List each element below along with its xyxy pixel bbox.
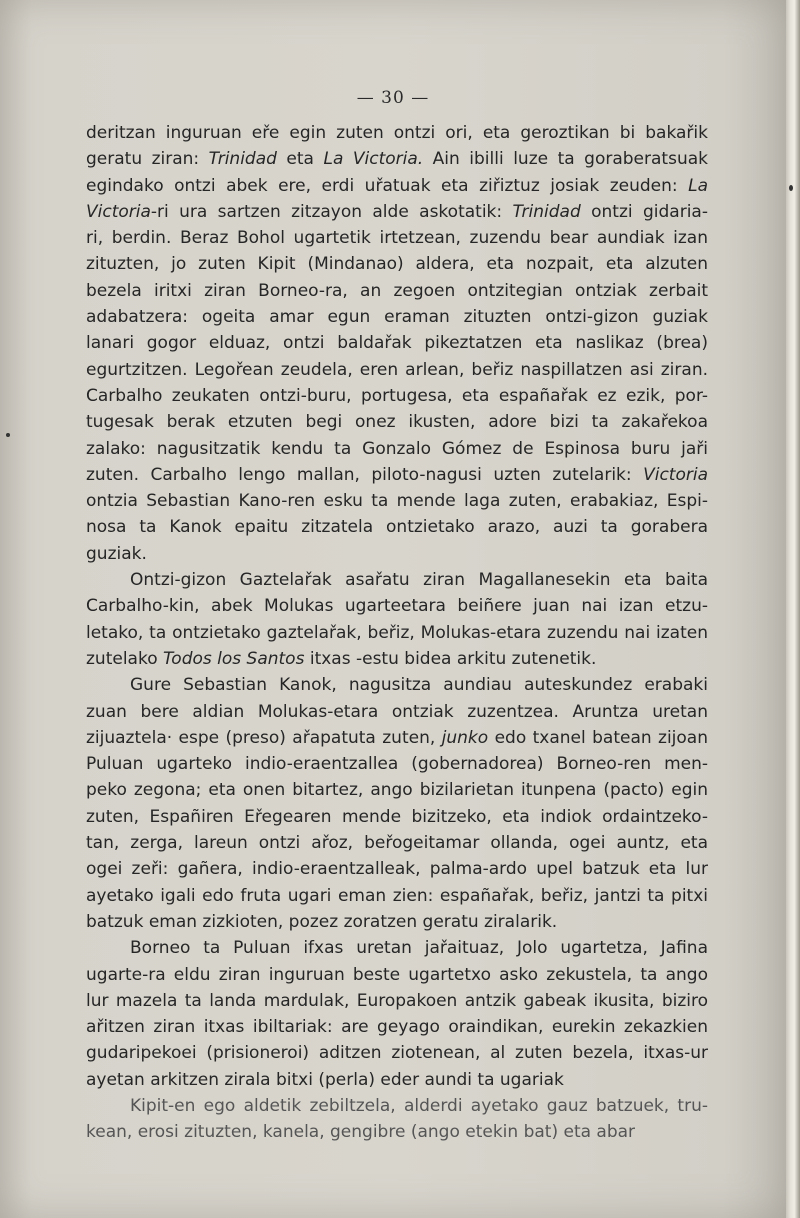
italic-text: Todos los Santos (163, 648, 305, 669)
text-line (86, 383, 708, 409)
ink-speck (6, 433, 10, 437)
text-segment: peko zegona; eta onen bitartez, ango bizilarietan itunpena (pacto) egin (86, 780, 708, 801)
text-line (86, 1014, 708, 1040)
text-segment: Puluan ugarteko indio-eraentzallea (gobernadorea) Borneo-ren men- (86, 754, 708, 775)
text-segment: nosa ta Kanok epaitu zitzatela ontzietako arazo, auzi ta gorabera (86, 517, 708, 538)
text-line (86, 330, 708, 356)
text-segment: ontzi gidaria- (580, 201, 708, 222)
italic-text: junko (441, 727, 489, 748)
text-segment: Borneo ta Puluan ifxas uretan jařaituaz, Jolo ugartetza, Jafina (130, 938, 708, 959)
text-line (86, 436, 708, 462)
text-segment: Kipit-en ego aldetik zebiltzela, alderdi ayetako gauz batzuek, tru- (130, 1095, 708, 1116)
text-line (86, 541, 708, 567)
body-text (86, 120, 708, 1146)
text-line (86, 225, 708, 251)
text-segment: ontzia Sebastian Kano-ren esku ta mende laga zuten, erabakiaz, Espi- (86, 491, 708, 512)
italic-text: Trinidad (208, 149, 277, 170)
text-line (86, 672, 708, 698)
italic-text: La Victoria. (323, 149, 424, 170)
italic-text: Victoria (643, 464, 708, 485)
text-segment: zijuaztela· espe (preso) ařapatuta zuten, (86, 727, 442, 748)
text-line (86, 462, 708, 488)
text-line (86, 146, 708, 172)
text-segment: tugesak berak etzuten begi onez ikusten, adore bizi ta zakařekoa (86, 412, 708, 433)
text-segment: egindako ontzi abek ere, erdi uřatuak eta ziřiztuz josiak zeuden: (86, 175, 689, 196)
text-segment: Ain ibilli luze ta goraberatsuak (423, 149, 708, 170)
text-segment: itxas -estu bidea arkitu zutenetik. (304, 648, 597, 669)
italic-text: La (688, 175, 708, 196)
text-line (86, 593, 708, 619)
italic-text: Victoria (86, 201, 151, 222)
text-segment: batzuk eman zizkioten, pozez zoratzen geratu ziralarik. (86, 911, 558, 932)
text-segment: lanari gogor elduaz, ontzi baldařak pikeztatzen eta naslikaz (brea) (86, 333, 708, 354)
text-line (86, 251, 708, 277)
text-segment: zuten, Españiren Eřegearen mende bizitzeko, eta indiok ordaintzeko- (86, 806, 708, 827)
text-segment: zuten. Carbalho lengo mallan, piloto-nagusi uzten zutelarik: (86, 464, 644, 485)
text-line (86, 883, 708, 909)
text-segment: zalako: nagusitzatik kendu ta Gonzalo Gómez de Espinosa buru jaři (86, 438, 708, 459)
text-line (86, 646, 708, 672)
text-line (86, 199, 708, 225)
text-segment: ařitzen ziran itxas ibiltariak: are geyago oraindikan, eurekin zekazkien (86, 1017, 708, 1038)
text-segment: eta (276, 149, 324, 170)
text-segment: zutelako (86, 648, 164, 669)
text-segment: Ontzi-gizon Gaztelařak asařatu ziran Magallanesekin eta baita (130, 570, 708, 591)
page-number: — 30 — (356, 88, 430, 108)
text-line (86, 1067, 708, 1093)
text-segment: bezela iritxi ziran Borneo-ra, an zegoen ontzitegian ontziak zerbait (86, 280, 708, 301)
text-line (86, 988, 708, 1014)
text-line (86, 488, 708, 514)
text-line (86, 804, 708, 830)
text-line (86, 357, 708, 383)
text-line (86, 1093, 708, 1119)
text-segment: gudaripekoei (prisioneroi) aditzen ziotenean, al zuten bezela, itxas-ur (86, 1043, 708, 1064)
text-line (86, 830, 708, 856)
text-line (86, 514, 708, 540)
text-segment: ugarte-ra eldu ziran inguruan beste ugartetxo asko zekustela, ta ango (86, 964, 708, 985)
text-segment: lur mazela ta landa mardulak, Europakoen antzik gabeak ikusita, biziro (86, 990, 708, 1011)
page-edge (786, 0, 800, 1218)
text-segment: letako, ta ontzietako gaztelařak, beřiz, Molukas-etara zuzendu nai izaten (86, 622, 708, 643)
text-segment: adabatzera: ogeita amar egun eraman zituzten ontzi-gizon guziak (86, 307, 708, 328)
text-segment: tan, zerga, lareun ontzi ařoz, beřogeitamar ollanda, ogei auntz, eta (86, 833, 708, 854)
text-line (86, 909, 708, 935)
text-segment: ayetan arkitzen zirala bitxi (perla) eder aundi ta ugariak (86, 1069, 564, 1090)
text-line (86, 962, 708, 988)
text-line (86, 1040, 708, 1066)
ink-speck (789, 185, 793, 191)
text-line (86, 699, 708, 725)
text-segment: Carbalho zeukaten ontzi-buru, portugesa, eta españařak ez ezik, por- (86, 385, 708, 406)
text-line (86, 725, 708, 751)
text-segment: zuan bere aldian Molukas-etara ontziak zuzentzea. Aruntza uretan (86, 701, 708, 722)
text-segment: deritzan inguruan eře egin zuten ontzi ori, eta geroztikan bi bakařik (86, 123, 708, 143)
text-line (86, 278, 708, 304)
text-line (86, 1119, 708, 1145)
text-segment: guziak. (86, 543, 147, 564)
text-line (86, 409, 708, 435)
text-line (86, 856, 708, 882)
italic-text: Trinidad (512, 201, 581, 222)
text-segment: kean, erosi zituzten, kanela, gengibre (ango etekin bat) eta abar (86, 1122, 636, 1143)
text-line (86, 751, 708, 777)
text-segment: edo txanel batean zijoan (488, 727, 708, 748)
text-line (86, 304, 708, 330)
text-segment: ogei zeři: gañera, indio-eraentzalleak, palma-ardo upel batzuk eta lur (86, 859, 708, 880)
text-segment: egurtzitzen. Legořean zeudela, eren arlean, beřiz naspillatzen asi ziran. (86, 359, 708, 380)
text-line (86, 620, 708, 646)
text-line (86, 120, 708, 146)
text-segment: geratu ziran: (86, 149, 209, 170)
text-segment: Carbalho-kin, abek Molukas ugarteetara beiñere juan nai izan etzu- (86, 596, 708, 617)
text-segment: ayetako igali edo fruta ugari eman zien: españařak, beřiz, jantzi ta pitxi (86, 885, 708, 906)
text-segment: ri, berdin. Beraz Bohol ugartetik irtetzean, zuzendu bear aundiak izan (86, 228, 708, 249)
text-segment: zituzten, jo zuten Kipit (Mindanao) aldera, eta nozpait, eta alzuten (86, 254, 708, 275)
text-line (86, 567, 708, 593)
text-line (86, 173, 708, 199)
text-segment: Gure Sebastian Kanok, nagusitza aundiau auteskundez erabaki (130, 675, 708, 696)
text-line (86, 777, 708, 803)
text-line (86, 935, 708, 961)
text-segment: -ri ura sartzen zitzayon alde askotatik: (150, 201, 513, 222)
